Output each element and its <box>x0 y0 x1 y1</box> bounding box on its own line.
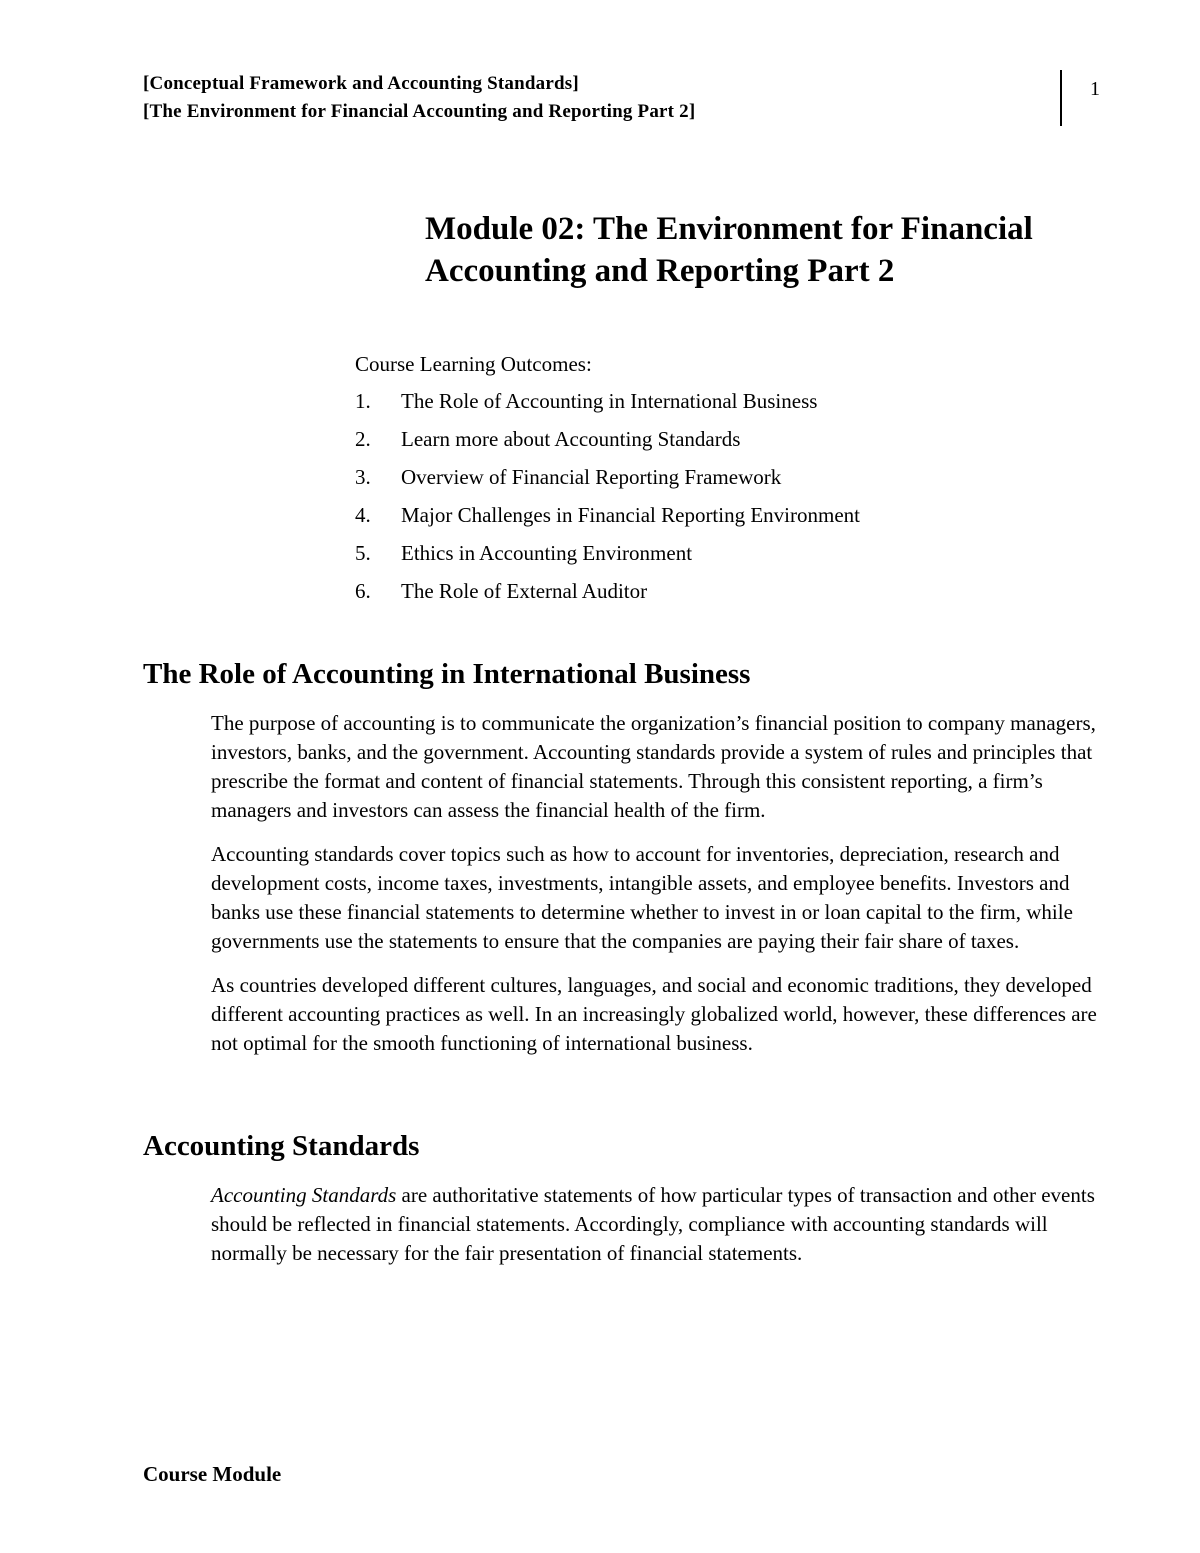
list-item <box>355 465 1110 490</box>
page-number-block <box>1060 70 1100 126</box>
section-body <box>211 1181 1110 1268</box>
section-body <box>211 709 1110 1058</box>
header-line-1: [Conceptual Framework and Accounting Standards] <box>143 73 579 94</box>
list-item-number: 1. <box>355 389 371 414</box>
course-learning-outcomes <box>355 352 1110 604</box>
list-item-text: The Role of Accounting in International Business <box>401 389 818 414</box>
outcomes-list <box>355 389 1110 604</box>
section-role-of-accounting <box>143 658 1110 1058</box>
paragraph: The purpose of accounting is to communicate the organization’s financial position to company managers, investors, banks, and the government. Accounting standards provide a system of rules and principles that prescribe the format and content of financial statements. Through this consistent reporting, a firm’s managers and investors can assess the financial health of the firm. <box>211 711 1096 823</box>
section-heading: Accounting Standards <box>143 1130 420 1163</box>
page-footer: Course Module <box>143 1462 282 1486</box>
page-number: 1 <box>1090 78 1100 100</box>
paragraph-rest: are authoritative statements of how particular types of transaction and other events should be reflected in financial statements. Accordingly, compliance with accounting standards will normally be necessary for the fair presentation of financial statements. <box>211 1183 1095 1266</box>
module-title: Module 02: The Environment for Financial Accounting and Reporting Part 2 <box>425 211 1033 290</box>
header-course-info <box>143 70 695 125</box>
list-item <box>355 541 1110 566</box>
list-item-number: 2. <box>355 427 371 452</box>
section-accounting-standards <box>143 1130 1110 1268</box>
list-item <box>355 389 1110 414</box>
list-item-text: Ethics in Accounting Environment <box>401 541 693 566</box>
list-item-text: Major Challenges in Financial Reporting Environment <box>401 503 860 528</box>
list-item-number: 3. <box>355 465 371 490</box>
list-item <box>355 427 1110 452</box>
list-item-number: 6. <box>355 579 371 604</box>
list-item-text: Overview of Financial Reporting Framework <box>401 465 782 490</box>
list-item <box>355 579 1110 604</box>
paragraph: As countries developed different cultures, languages, and social and economic traditions, they developed different accounting practices as well. In an increasingly globalized world, however, these differences are not optimal for the smooth functioning of international business. <box>211 973 1097 1056</box>
paragraph-lead-italic: Accounting Standards <box>211 1183 397 1208</box>
page-header <box>143 70 1110 126</box>
header-line-2: [The Environment for Financial Accounting and Reporting Part 2] <box>143 100 696 122</box>
section-heading: The Role of Accounting in International Business <box>143 658 751 691</box>
list-item-number: 4. <box>355 503 371 528</box>
list-item-text: Learn more about Accounting Standards <box>401 427 741 452</box>
list-item-text: The Role of External Auditor <box>401 579 648 604</box>
list-item-number: 5. <box>355 541 371 566</box>
paragraph <box>211 1181 1110 1268</box>
page-number-divider <box>1060 70 1062 126</box>
paragraph: Accounting standards cover topics such as how to account for inventories, depreciation, research and development costs, income taxes, investments, intangible assets, and employee benefits. Investors and banks use these financial statements to determine whether to invest in or loan capital to the firm, while governments use the statements to ensure that the companies are paying their fair share of taxes. <box>211 842 1073 954</box>
outcomes-label: Course Learning Outcomes: <box>355 352 592 377</box>
list-item <box>355 503 1110 528</box>
